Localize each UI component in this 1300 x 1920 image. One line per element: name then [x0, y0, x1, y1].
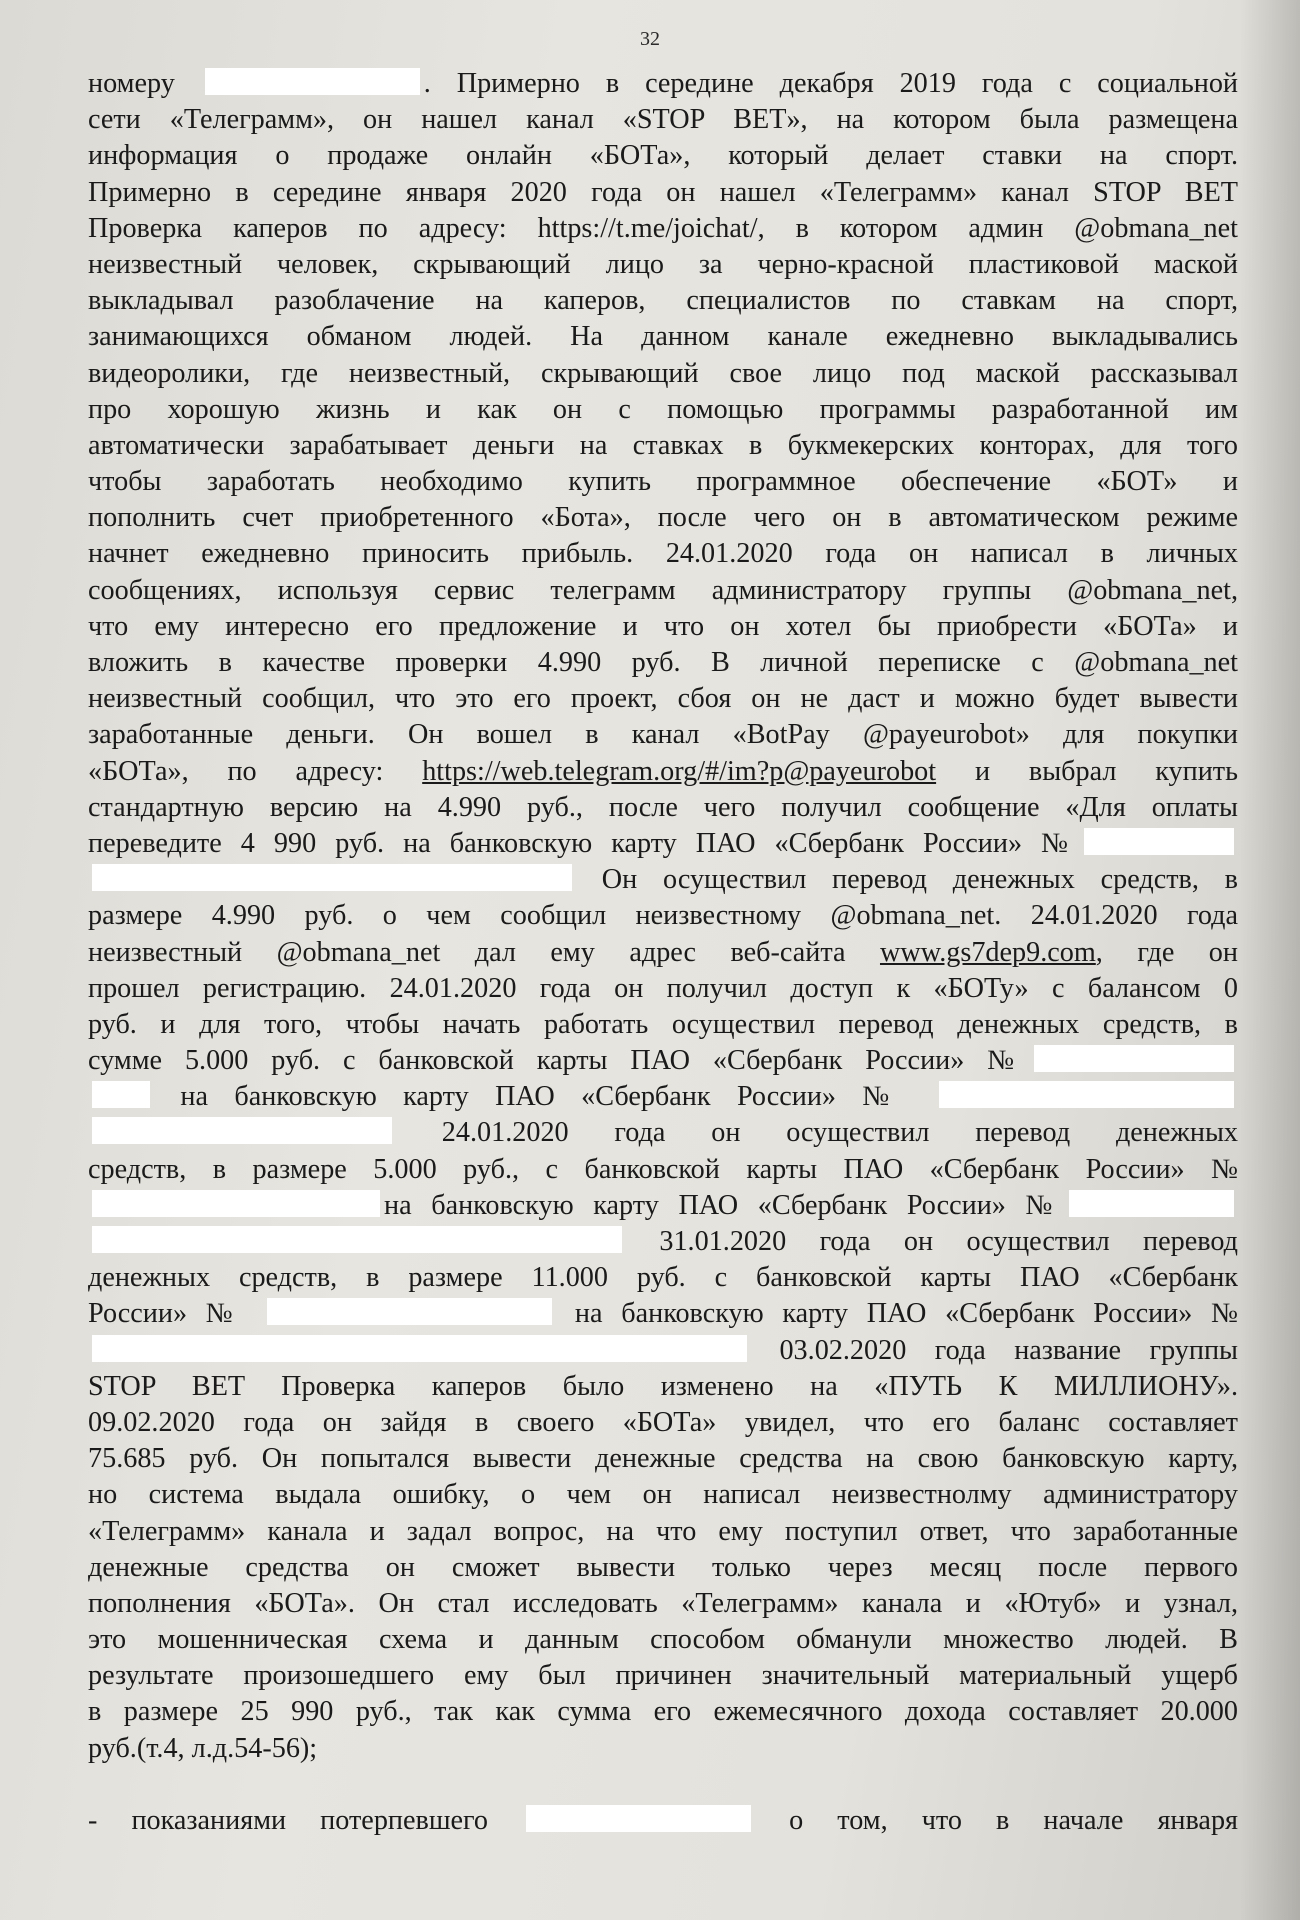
text-segment: о том, что в начале января: [755, 1805, 1239, 1836]
text-segment: Примерно в середине января 2020 года он нашел «Телеграмм» канал STOP BET: [88, 176, 1238, 208]
text-segment: 09.02.2020 года он зайдя в своего «БОТа» увидел, что его баланс составляет: [88, 1406, 1238, 1438]
text-line: [88, 102, 1238, 138]
text-line: [88, 826, 1238, 862]
text-line: [88, 1477, 1238, 1513]
text-segment: Проверка каперов по адресу: https://t.me/joichat/, в котором админ @obmana_net: [88, 212, 1238, 244]
text-line: [88, 175, 1238, 211]
text-line: [88, 1043, 1238, 1079]
text-line: [88, 356, 1238, 392]
text-line: [88, 1260, 1238, 1296]
text-segment: информация о продаже онлайн «БОТа», который делает ставки на спорт.: [88, 140, 1238, 172]
text-segment: прошел регистрацию. 24.01.2020 года он получил доступ к «БОТу» с балансом 0: [88, 972, 1238, 1004]
text-line: [88, 1441, 1238, 1477]
text-segment: заработанные деньги. Он вошел в канал «BotPay @payeurobot» для покупки: [88, 719, 1238, 751]
text-line: [88, 1224, 1238, 1260]
page-number: 32: [640, 28, 660, 50]
text-segment: пополнения «БОТа». Он стал исследовать «Телеграмм» канала и «Ютуб» и узнал,: [88, 1587, 1238, 1619]
redaction-box: [92, 1081, 150, 1108]
text-line: [88, 862, 1238, 898]
text-segment: 24.01.2020 года он осуществил перевод денежных: [396, 1117, 1238, 1149]
text-line: [88, 1333, 1238, 1369]
text-segment: сумме 5.000 руб. с банковской карты ПАО «Сбербанк России» №: [88, 1045, 1030, 1077]
text-line: [88, 935, 1238, 971]
text-segment: 31.01.2020 года он осуществил перевод: [626, 1226, 1238, 1257]
text-segment: сети «Телеграмм», он нашел канал «STOP BET», на котором была размещена: [88, 104, 1238, 136]
text-line: [88, 1079, 1238, 1115]
text-segment: сообщениях, используя сервис телеграмм администратору группы @obmana_net,: [88, 574, 1238, 606]
text-line: [88, 573, 1238, 609]
text-segment: 75.685 руб. Он попытался вывести денежные средства на свою банковскую карту,: [88, 1443, 1238, 1475]
text-line: [88, 790, 1238, 826]
text-line: [88, 211, 1238, 247]
text-line: [88, 500, 1238, 536]
text-line: [88, 1658, 1238, 1694]
redaction-box: [92, 864, 572, 891]
redaction-box: [267, 1298, 552, 1325]
text-segment: вложить в качестве проверки 4.990 руб. В личной переписке с @obmana_net: [88, 647, 1238, 678]
text-line: [88, 1803, 1238, 1839]
text-line: [88, 283, 1238, 319]
text-line: [88, 1767, 1238, 1803]
text-line: [88, 681, 1238, 717]
text-segment: но система выдала ошибку, о чем он написал неизвестнолму администратору: [88, 1479, 1238, 1511]
text-segment: что ему интересно его предложение и что он хотел бы приобрести «БОТа» и: [88, 610, 1238, 642]
text-segment: на банковскую карту ПАО «Сбербанк России» №: [384, 1189, 1065, 1221]
redaction-box: [92, 1335, 747, 1362]
text-segment: выкладывал разоблачение на каперов, специалистов по ставкам на спорт,: [88, 285, 1238, 317]
text-line: [88, 1115, 1238, 1151]
text-segment: чтобы заработать необходимо купить программное обеспечение «БОТ» и: [88, 466, 1238, 498]
text-segment: - показаниями потерпевшего: [88, 1805, 523, 1836]
text-segment: неизвестный сообщил, что это его проект, сбоя он не даст и можно будет вывести: [88, 683, 1238, 715]
text-line: [88, 1622, 1238, 1658]
redaction-box: [939, 1081, 1234, 1108]
text-line: [88, 1296, 1238, 1332]
page-edge-shadow: [1240, 0, 1300, 1920]
text-segment: занимающихся обманом людей. На данном канале ежедневно выкладывались: [88, 321, 1238, 353]
text-line: [88, 1586, 1238, 1622]
redaction-box: [1034, 1045, 1234, 1072]
text-segment: на банковскую карту ПАО «Сбербанк России» №: [556, 1298, 1238, 1330]
text-segment: 03.02.2020 года название группы: [751, 1334, 1238, 1366]
text-line: [88, 754, 1238, 790]
text-line: [88, 138, 1238, 174]
text-line: [88, 1731, 1238, 1767]
redaction-box: [92, 1190, 380, 1217]
redaction-box: [1069, 1190, 1234, 1217]
redaction-box: [205, 68, 420, 95]
text-segment: руб.(т.4, л.д.54-56);: [88, 1732, 318, 1764]
text-segment: денежных средств, в размере 11.000 руб. с банковской карты ПАО «Сбербанк: [88, 1262, 1238, 1294]
document-body-text: [88, 66, 1238, 1839]
text-segment: руб. и для того, чтобы начать работать осуществил перевод денежных средств, в: [88, 1008, 1238, 1040]
text-segment: стандартную версию на 4.990 руб., после чего получил сообщение «Для оплаты: [88, 791, 1238, 823]
text-segment: России» №: [88, 1298, 264, 1330]
redaction-box: [92, 1117, 392, 1144]
text-segment: на банковскую карту ПАО «Сбербанк России» №: [154, 1081, 935, 1113]
text-segment: переведите 4 990 руб. на банковскую карту ПАО «Сбербанк России» №: [88, 827, 1080, 859]
text-segment: Он осуществил перевод денежных средств, в: [576, 864, 1238, 896]
text-line: [88, 428, 1238, 464]
text-line: [88, 1694, 1238, 1730]
text-segment: неизвестный @obmana_net дал ему адрес веб-сайта: [88, 936, 880, 968]
text-line: [88, 645, 1238, 681]
text-segment: автоматически зарабатывает деньги на ставках в букмекерских конторах, для того: [88, 429, 1238, 461]
text-segment: средств, в размере 5.000 руб., с банковской карты ПАО «Сбербанк России» №: [88, 1153, 1238, 1185]
text-segment: «БОТа», по адресу:: [88, 755, 423, 787]
text-line: [88, 1514, 1238, 1550]
text-line: [88, 609, 1238, 645]
text-segment: денежные средства он сможет вывести только через месяц после первого: [88, 1551, 1238, 1583]
text-segment: «Телеграмм» канала и задал вопрос, на что ему поступил ответ, что заработанные: [88, 1515, 1238, 1547]
text-line: [88, 319, 1238, 355]
text-line: [88, 66, 1238, 102]
redaction-box: [92, 1226, 622, 1253]
text-line: [88, 898, 1238, 934]
redaction-box: [526, 1805, 751, 1832]
text-line: [88, 1550, 1238, 1586]
redaction-box: [1084, 828, 1234, 855]
text-line: [88, 1188, 1238, 1224]
text-line: [88, 1152, 1238, 1188]
text-segment: видеоролики, где неизвестный, скрывающий свое лицо под маской рассказывал: [88, 357, 1238, 389]
text-segment: STOP BET Проверка каперов было изменено на «ПУТЬ К МИЛЛИОНУ».: [88, 1370, 1238, 1402]
text-segment: начнет ежедневно приносить прибыль. 24.01.2020 года он написал в личных: [88, 538, 1238, 570]
text-segment: это мошенническая схема и данным способом обманули множество людей. В: [88, 1624, 1238, 1656]
text-line: [88, 1405, 1238, 1441]
text-segment: номеру: [88, 68, 201, 99]
text-segment: про хорошую жизнь и как он с помощью программы разработанной им: [88, 393, 1238, 425]
text-segment: в размере 25 990 руб., так как сумма его ежемесячного дохода составляет 20.000: [88, 1696, 1238, 1728]
text-line: [88, 536, 1238, 572]
text-segment: пополнить счет приобретенного «Бота», после чего он в автоматическом режиме: [88, 502, 1238, 534]
text-line: [88, 971, 1238, 1007]
text-segment: неизвестный человек, скрывающий лицо за черно-красной пластиковой маской: [88, 248, 1238, 280]
text-line: [88, 1369, 1238, 1405]
text-segment: , где он: [1095, 936, 1238, 968]
underlined-link-text: www.gs7dep9.com: [879, 936, 1096, 968]
text-line: [88, 1007, 1238, 1043]
text-line: [88, 392, 1238, 428]
text-segment: . Примерно в середине декабря 2019 года с социальной: [423, 68, 1238, 99]
text-line: [88, 247, 1238, 283]
text-segment: результате произошедшего ему был причинен значительный материальный ущерб: [88, 1660, 1238, 1692]
text-line: [88, 464, 1238, 500]
text-line: [88, 717, 1238, 753]
text-segment: размере 4.990 руб. о чем сообщил неизвестному @obmana_net. 24.01.2020 года: [88, 900, 1238, 932]
underlined-link-text: https://web.telegram.org/#/im?p@payeurobot: [422, 755, 937, 787]
text-segment: и выбрал купить: [936, 755, 1238, 787]
